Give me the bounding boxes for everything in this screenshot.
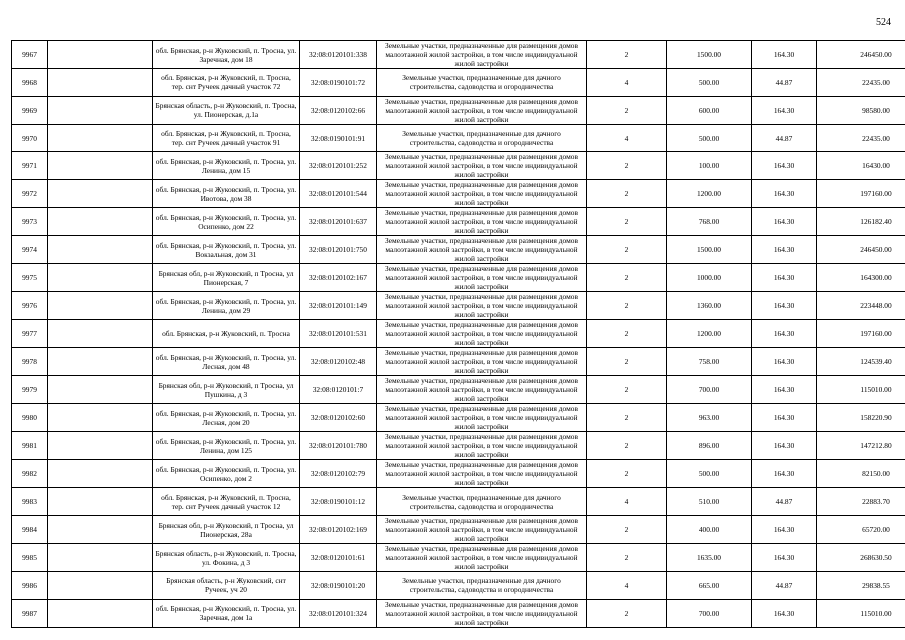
- address-cell: обл. Брянская, р-н Жуковский, п. Тросна, тер. снт Ручеек дачный участок 12: [153, 488, 300, 516]
- category-code-cell: 2: [587, 516, 667, 544]
- cadastral-number-cell: 32:08:0190101:72: [300, 69, 377, 97]
- specific-value-cell: 164.30: [752, 376, 817, 404]
- land-category-cell: Земельные участки, предназначенные для размещения домов малоэтажной жилой застройки, в том числе индивидуальной жилой застройки: [377, 180, 587, 208]
- land-category-cell: Земельные участки, предназначенные для размещения домов малоэтажной жилой застройки, в том числе индивидуальной жилой застройки: [377, 236, 587, 264]
- category-code-cell: 2: [587, 152, 667, 180]
- cadastral-value-cell: 246450.00: [817, 41, 905, 69]
- empty-cell: [48, 432, 153, 460]
- category-code-cell: 4: [587, 488, 667, 516]
- row-number-cell: 9974: [12, 236, 48, 264]
- specific-value-cell: 164.30: [752, 236, 817, 264]
- row-number-cell: 9969: [12, 96, 48, 124]
- cadastral-number-cell: 32:08:0120101:544: [300, 180, 377, 208]
- area-cell: 896.00: [667, 432, 752, 460]
- empty-cell: [48, 152, 153, 180]
- area-cell: 768.00: [667, 208, 752, 236]
- cadastral-value-cell: 158220.90: [817, 404, 905, 432]
- empty-cell: [48, 208, 153, 236]
- address-cell: Брянская обл, р-н Жуковский, п Тросна, ул Пушкина, д 3: [153, 376, 300, 404]
- empty-cell: [48, 96, 153, 124]
- cadastral-number-cell: 32:08:0120101:338: [300, 41, 377, 69]
- address-cell: обл. Брянская, р-н Жуковский, п. Тросна, ул. Ленина, дом 125: [153, 432, 300, 460]
- specific-value-cell: 164.30: [752, 516, 817, 544]
- cadastral-value-cell: 65720.00: [817, 516, 905, 544]
- specific-value-cell: 164.30: [752, 404, 817, 432]
- row-number-cell: 9975: [12, 264, 48, 292]
- empty-cell: [48, 236, 153, 264]
- empty-cell: [48, 488, 153, 516]
- area-cell: 1500.00: [667, 41, 752, 69]
- area-cell: 1500.00: [667, 236, 752, 264]
- specific-value-cell: 164.30: [752, 599, 817, 627]
- row-number-cell: 9971: [12, 152, 48, 180]
- land-category-cell: Земельные участки, предназначенные для размещения домов малоэтажной жилой застройки, в том числе индивидуальной жилой застройки: [377, 544, 587, 572]
- specific-value-cell: 164.30: [752, 96, 817, 124]
- row-number-cell: 9976: [12, 292, 48, 320]
- row-number-cell: 9979: [12, 376, 48, 404]
- area-cell: 500.00: [667, 460, 752, 488]
- area-cell: 510.00: [667, 488, 752, 516]
- specific-value-cell: 44.87: [752, 124, 817, 152]
- specific-value-cell: 44.87: [752, 572, 817, 600]
- address-cell: Брянская обл, р-н Жуковский, п Тросна, ул Пионерская, 7: [153, 264, 300, 292]
- address-cell: обл. Брянская, р-н Жуковский, п. Тросна, ул. Заречная, дом 1а: [153, 599, 300, 627]
- empty-cell: [48, 376, 153, 404]
- cadastral-value-cell: 115010.00: [817, 376, 905, 404]
- table-row: [12, 124, 905, 152]
- category-code-cell: 2: [587, 208, 667, 236]
- land-category-cell: Земельные участки, предназначенные для размещения домов малоэтажной жилой застройки, в том числе индивидуальной жилой застройки: [377, 96, 587, 124]
- empty-cell: [48, 404, 153, 432]
- empty-cell: [48, 460, 153, 488]
- land-registry-table: [11, 40, 905, 628]
- row-number-cell: 9978: [12, 348, 48, 376]
- address-cell: обл. Брянская, р-н Жуковский, п. Тросна, ул. Лесная, дом 20: [153, 404, 300, 432]
- cadastral-number-cell: 32:08:0120102:169: [300, 516, 377, 544]
- area-cell: 600.00: [667, 96, 752, 124]
- category-code-cell: 2: [587, 544, 667, 572]
- specific-value-cell: 164.30: [752, 41, 817, 69]
- area-cell: 500.00: [667, 69, 752, 97]
- cadastral-value-cell: 147212.80: [817, 432, 905, 460]
- table-row: [12, 516, 905, 544]
- specific-value-cell: 164.30: [752, 348, 817, 376]
- category-code-cell: 2: [587, 96, 667, 124]
- specific-value-cell: 44.87: [752, 488, 817, 516]
- empty-cell: [48, 599, 153, 627]
- address-cell: обл. Брянская, р-н Жуковский, п. Тросна: [153, 320, 300, 348]
- area-cell: 700.00: [667, 599, 752, 627]
- land-category-cell: Земельные участки, предназначенные для размещения домов малоэтажной жилой застройки, в том числе индивидуальной жилой застройки: [377, 292, 587, 320]
- category-code-cell: 2: [587, 264, 667, 292]
- cadastral-number-cell: 32:08:0120101:252: [300, 152, 377, 180]
- area-cell: 1000.00: [667, 264, 752, 292]
- specific-value-cell: 164.30: [752, 152, 817, 180]
- cadastral-number-cell: 32:08:0120101:149: [300, 292, 377, 320]
- cadastral-value-cell: 22883.70: [817, 488, 905, 516]
- land-category-cell: Земельные участки, предназначенные для размещения домов малоэтажной жилой застройки, в том числе индивидуальной жилой застройки: [377, 41, 587, 69]
- row-number-cell: 9970: [12, 124, 48, 152]
- land-category-cell: Земельные участки, предназначенные для размещения домов малоэтажной жилой застройки, в том числе индивидуальной жилой застройки: [377, 599, 587, 627]
- area-cell: 400.00: [667, 516, 752, 544]
- cadastral-number-cell: 32:08:0120102:167: [300, 264, 377, 292]
- category-code-cell: 2: [587, 432, 667, 460]
- specific-value-cell: 164.30: [752, 460, 817, 488]
- row-number-cell: 9986: [12, 572, 48, 600]
- row-number-cell: 9982: [12, 460, 48, 488]
- category-code-cell: 2: [587, 404, 667, 432]
- table-row: [12, 572, 905, 600]
- row-number-cell: 9980: [12, 404, 48, 432]
- table-row: [12, 152, 905, 180]
- cadastral-number-cell: 32:08:0120101:61: [300, 544, 377, 572]
- table-row: [12, 348, 905, 376]
- cadastral-number-cell: 32:08:0120101:637: [300, 208, 377, 236]
- category-code-cell: 4: [587, 572, 667, 600]
- row-number-cell: 9972: [12, 180, 48, 208]
- cadastral-value-cell: 124539.40: [817, 348, 905, 376]
- cadastral-number-cell: 32:08:0120102:66: [300, 96, 377, 124]
- specific-value-cell: 164.30: [752, 208, 817, 236]
- row-number-cell: 9981: [12, 432, 48, 460]
- land-category-cell: Земельные участки, предназначенные для размещения домов малоэтажной жилой застройки, в том числе индивидуальной жилой застройки: [377, 432, 587, 460]
- category-code-cell: 2: [587, 41, 667, 69]
- empty-cell: [48, 292, 153, 320]
- land-category-cell: Земельные участки, предназначенные для размещения домов малоэтажной жилой застройки, в том числе индивидуальной жилой застройки: [377, 264, 587, 292]
- cadastral-number-cell: 32:08:0120101:324: [300, 599, 377, 627]
- area-cell: 1200.00: [667, 320, 752, 348]
- table-row: [12, 236, 905, 264]
- cadastral-value-cell: 29838.55: [817, 572, 905, 600]
- cadastral-value-cell: 126182.40: [817, 208, 905, 236]
- table-row: [12, 432, 905, 460]
- address-cell: Брянская область, р-н Жуковский, п. Тросна, ул. Фокина, д 3: [153, 544, 300, 572]
- table-row: [12, 460, 905, 488]
- address-cell: обл. Брянская, р-н Жуковский, п. Тросна, ул. Осипенко, дом 2: [153, 460, 300, 488]
- row-number-cell: 9983: [12, 488, 48, 516]
- address-cell: обл. Брянская, р-н Жуковский, п. Тросна, ул. Вокзальная, дом 31: [153, 236, 300, 264]
- empty-cell: [48, 516, 153, 544]
- land-category-cell: Земельные участки, предназначенные для размещения домов малоэтажной жилой застройки, в том числе индивидуальной жилой застройки: [377, 348, 587, 376]
- land-category-cell: Земельные участки, предназначенные для размещения домов малоэтажной жилой застройки, в том числе индивидуальной жилой застройки: [377, 208, 587, 236]
- cadastral-value-cell: 223448.00: [817, 292, 905, 320]
- row-number-cell: 9968: [12, 69, 48, 97]
- row-number-cell: 9973: [12, 208, 48, 236]
- category-code-cell: 2: [587, 292, 667, 320]
- cadastral-value-cell: 22435.00: [817, 69, 905, 97]
- cadastral-number-cell: 32:08:0120101:750: [300, 236, 377, 264]
- address-cell: Брянская область, р-н Жуковский, п. Тросна, ул. Пионерская, д.1а: [153, 96, 300, 124]
- specific-value-cell: 164.30: [752, 264, 817, 292]
- area-cell: 1360.00: [667, 292, 752, 320]
- table-row: [12, 599, 905, 627]
- cadastral-value-cell: 197160.00: [817, 320, 905, 348]
- table-row: [12, 264, 905, 292]
- table-row: [12, 376, 905, 404]
- table-body: [12, 41, 905, 628]
- address-cell: Брянская область, р-н Жуковский, снт Ручеек, уч 20: [153, 572, 300, 600]
- area-cell: 1635.00: [667, 544, 752, 572]
- land-category-cell: Земельные участки, предназначенные для размещения домов малоэтажной жилой застройки, в том числе индивидуальной жилой застройки: [377, 460, 587, 488]
- land-category-cell: Земельные участки, предназначенные для размещения домов малоэтажной жилой застройки, в том числе индивидуальной жилой застройки: [377, 376, 587, 404]
- cadastral-number-cell: 32:08:0190101:91: [300, 124, 377, 152]
- cadastral-value-cell: 115010.00: [817, 599, 905, 627]
- empty-cell: [48, 264, 153, 292]
- address-cell: обл. Брянская, р-н Жуковский, п. Тросна, ул. Ленина, дом 29: [153, 292, 300, 320]
- address-cell: обл. Брянская, р-н Жуковский, п. Тросна, ул. Ивотова, дом 38: [153, 180, 300, 208]
- empty-cell: [48, 180, 153, 208]
- table-row: [12, 404, 905, 432]
- table-row: [12, 208, 905, 236]
- address-cell: обл. Брянская, р-н Жуковский, п. Тросна, ул. Осипенко, дом 22: [153, 208, 300, 236]
- address-cell: обл. Брянская, р-н Жуковский, п. Тросна, ул. Заречная, дом 18: [153, 41, 300, 69]
- area-cell: 963.00: [667, 404, 752, 432]
- cadastral-value-cell: 16430.00: [817, 152, 905, 180]
- cadastral-value-cell: 22435.00: [817, 124, 905, 152]
- address-cell: обл. Брянская, р-н Жуковский, п. Тросна, ул. Ленина, дом 15: [153, 152, 300, 180]
- land-category-cell: Земельные участки, предназначенные для дачного строительства, садоводства и огородничества: [377, 572, 587, 600]
- land-category-cell: Земельные участки, предназначенные для дачного строительства, садоводства и огородничества: [377, 488, 587, 516]
- table-row: [12, 320, 905, 348]
- land-category-cell: Земельные участки, предназначенные для размещения домов малоэтажной жилой застройки, в том числе индивидуальной жилой застройки: [377, 152, 587, 180]
- cadastral-value-cell: 164300.00: [817, 264, 905, 292]
- specific-value-cell: 164.30: [752, 544, 817, 572]
- empty-cell: [48, 572, 153, 600]
- cadastral-value-cell: 246450.00: [817, 236, 905, 264]
- table-row: [12, 41, 905, 69]
- cadastral-value-cell: 197160.00: [817, 180, 905, 208]
- table-row: [12, 69, 905, 97]
- land-category-cell: Земельные участки, предназначенные для дачного строительства, садоводства и огородничества: [377, 124, 587, 152]
- table-row: [12, 180, 905, 208]
- cadastral-number-cell: 32:08:0120101:7: [300, 376, 377, 404]
- row-number-cell: 9984: [12, 516, 48, 544]
- address-cell: обл. Брянская, р-н Жуковский, п. Тросна, тер. снт Ручеек дачный участок 72: [153, 69, 300, 97]
- table-row: [12, 96, 905, 124]
- land-category-cell: Земельные участки, предназначенные для размещения домов малоэтажной жилой застройки, в том числе индивидуальной жилой застройки: [377, 404, 587, 432]
- empty-cell: [48, 41, 153, 69]
- empty-cell: [48, 544, 153, 572]
- category-code-cell: 2: [587, 236, 667, 264]
- empty-cell: [48, 348, 153, 376]
- cadastral-value-cell: 98580.00: [817, 96, 905, 124]
- row-number-cell: 9987: [12, 599, 48, 627]
- cadastral-value-cell: 82150.00: [817, 460, 905, 488]
- category-code-cell: 2: [587, 320, 667, 348]
- specific-value-cell: 164.30: [752, 180, 817, 208]
- address-cell: обл. Брянская, р-н Жуковский, п. Тросна, ул. Лесная, дом 48: [153, 348, 300, 376]
- category-code-cell: 4: [587, 69, 667, 97]
- cadastral-number-cell: 32:08:0190101:20: [300, 572, 377, 600]
- category-code-cell: 2: [587, 460, 667, 488]
- row-number-cell: 9977: [12, 320, 48, 348]
- category-code-cell: 2: [587, 599, 667, 627]
- cadastral-number-cell: 32:08:0120102:79: [300, 460, 377, 488]
- cadastral-number-cell: 32:08:0190101:12: [300, 488, 377, 516]
- empty-cell: [48, 69, 153, 97]
- row-number-cell: 9967: [12, 41, 48, 69]
- category-code-cell: 2: [587, 180, 667, 208]
- area-cell: 100.00: [667, 152, 752, 180]
- table-row: [12, 292, 905, 320]
- cadastral-number-cell: 32:08:0120101:531: [300, 320, 377, 348]
- land-category-cell: Земельные участки, предназначенные для дачного строительства, садоводства и огородничества: [377, 69, 587, 97]
- category-code-cell: 2: [587, 348, 667, 376]
- empty-cell: [48, 320, 153, 348]
- address-cell: обл. Брянская, р-н Жуковский, п. Тросна, тер. снт Ручеек дачный участок 91: [153, 124, 300, 152]
- land-category-cell: Земельные участки, предназначенные для размещения домов малоэтажной жилой застройки, в том числе индивидуальной жилой застройки: [377, 516, 587, 544]
- land-category-cell: Земельные участки, предназначенные для размещения домов малоэтажной жилой застройки, в том числе индивидуальной жилой застройки: [377, 320, 587, 348]
- address-cell: Брянская обл, р-н Жуковский, п Тросна, ул Пионерская, 28а: [153, 516, 300, 544]
- cadastral-number-cell: 32:08:0120102:60: [300, 404, 377, 432]
- area-cell: 500.00: [667, 124, 752, 152]
- area-cell: 758.00: [667, 348, 752, 376]
- cadastral-value-cell: 268630.50: [817, 544, 905, 572]
- row-number-cell: 9985: [12, 544, 48, 572]
- category-code-cell: 4: [587, 124, 667, 152]
- specific-value-cell: 164.30: [752, 292, 817, 320]
- empty-cell: [48, 124, 153, 152]
- page-number: 524: [876, 17, 891, 28]
- specific-value-cell: 164.30: [752, 432, 817, 460]
- specific-value-cell: 44.87: [752, 69, 817, 97]
- table-row: [12, 488, 905, 516]
- category-code-cell: 2: [587, 376, 667, 404]
- cadastral-number-cell: 32:08:0120101:780: [300, 432, 377, 460]
- table-row: [12, 544, 905, 572]
- specific-value-cell: 164.30: [752, 320, 817, 348]
- area-cell: 1200.00: [667, 180, 752, 208]
- cadastral-number-cell: 32:08:0120102:48: [300, 348, 377, 376]
- area-cell: 700.00: [667, 376, 752, 404]
- area-cell: 665.00: [667, 572, 752, 600]
